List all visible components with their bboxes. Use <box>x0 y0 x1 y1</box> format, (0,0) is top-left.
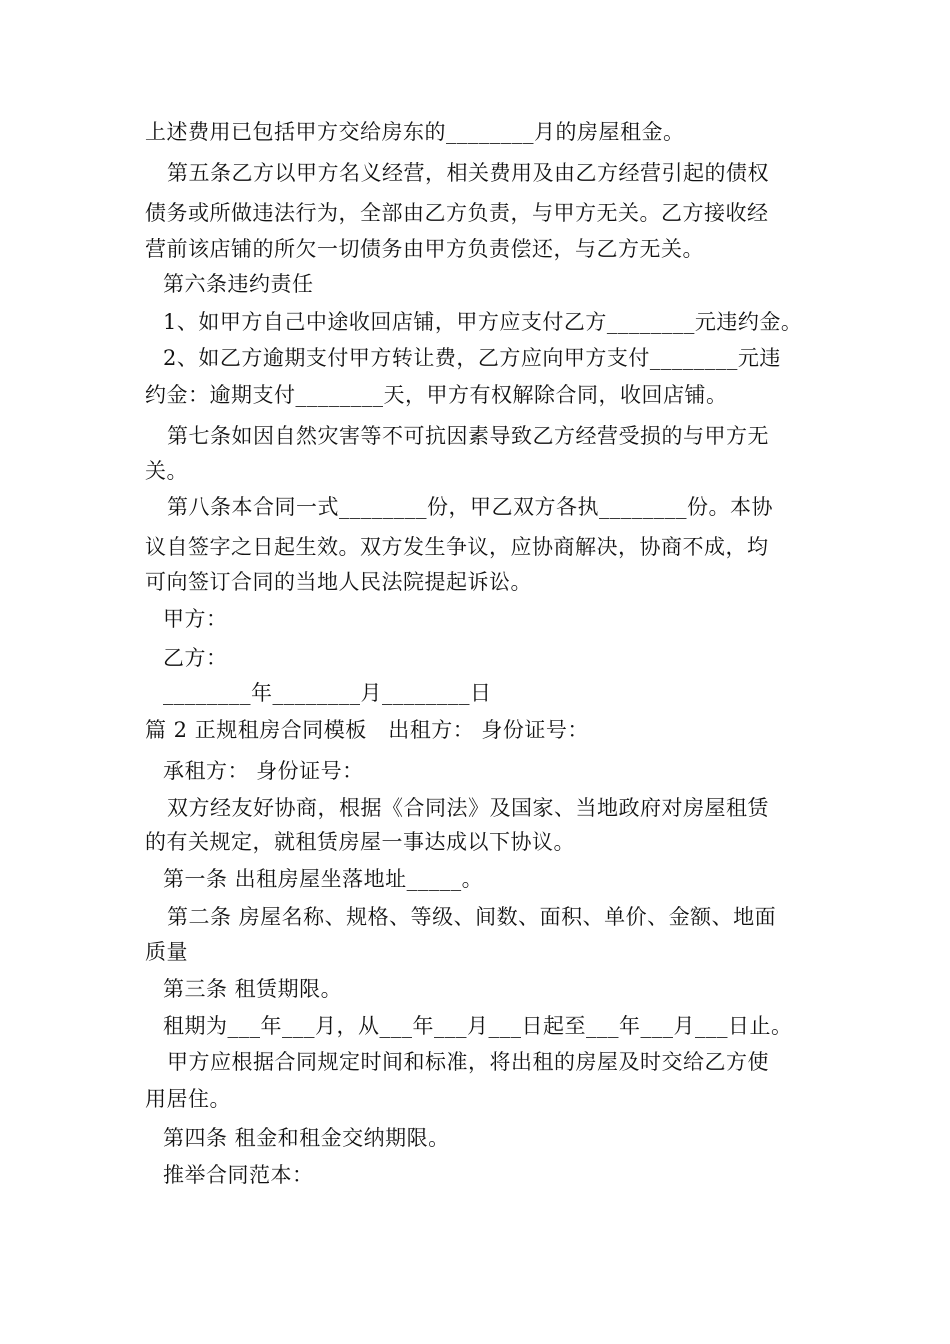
recommended-templates: 推举合同范本： <box>163 1163 314 1187</box>
clause-3-heading: 第三条 租赁期限。 <box>163 977 343 1001</box>
article-6-item-2-line-1: 2、如乙方逾期支付甲方转让费，乙方应向甲方支付________元违 <box>163 346 781 370</box>
party-a-signature: 甲方： <box>163 607 228 631</box>
text-line: 上述费用已包括甲方交给房东的________月的房屋租金。 <box>145 120 685 144</box>
lessee-line: 承租方： 身份证号： <box>163 759 364 783</box>
clause-2-line-1: 第二条 房屋名称、规格、等级、间数、面积、单价、金额、地面 <box>167 905 777 929</box>
article-5-line-2: 债务或所做违法行为，全部由乙方负责，与甲方无关。乙方接收经 <box>145 201 769 225</box>
signature-date: ________年________月________日 <box>163 681 492 705</box>
preamble-line-1: 双方经友好协商，根据《合同法》及国家、当地政府对房屋租赁 <box>167 796 769 820</box>
article-6-heading: 第六条违约责任 <box>163 272 314 296</box>
clause-2-line-2: 质量 <box>145 940 188 964</box>
article-5-line-1: 第五条乙方以甲方名义经营，相关费用及由乙方经营引起的债权 <box>167 161 769 185</box>
article-5-line-3: 营前该店铺的所欠一切债务由甲方负责偿还，与乙方无关。 <box>145 237 704 261</box>
article-6-item-2-line-2: 约金：逾期支付________天，甲方有权解除合同，收回店铺。 <box>145 383 728 407</box>
article-7-line-1: 第七条如因自然灾害等不可抗因素导致乙方经营受损的与甲方无 <box>167 424 769 448</box>
clause-4-heading: 第四条 租金和租金交纳期限。 <box>163 1126 450 1150</box>
article-8-line-3: 可向签订合同的当地人民法院提起诉讼。 <box>145 570 532 594</box>
article-6-item-1: 1、如甲方自己中途收回店铺，甲方应支付乙方________元违约金。 <box>163 310 803 334</box>
article-7-line-2: 关。 <box>145 459 188 483</box>
party-b-signature: 乙方： <box>163 646 228 670</box>
clause-1: 第一条 出租房屋坐落地址_____。 <box>163 867 484 891</box>
clause-3-term: 租期为___年___月，从___年___月___日起至___年___月___日止。 <box>163 1014 793 1038</box>
article-8-line-1: 第八条本合同一式________份，甲乙双方各执________份。本协 <box>167 495 773 519</box>
section-2-heading: 篇 2 正规租房合同模板 出租方： 身份证号： <box>145 718 589 742</box>
article-8-line-2: 议自签字之日起生效。双方发生争议，应协商解决，协商不成，均 <box>145 535 769 559</box>
preamble-line-2: 的有关规定，就租赁房屋一事达成以下协议。 <box>145 830 575 854</box>
clause-3-delivery-line-2: 用居住。 <box>145 1087 231 1111</box>
clause-3-delivery-line-1: 甲方应根据合同规定时间和标准，将出租的房屋及时交给乙方使 <box>167 1050 769 1074</box>
